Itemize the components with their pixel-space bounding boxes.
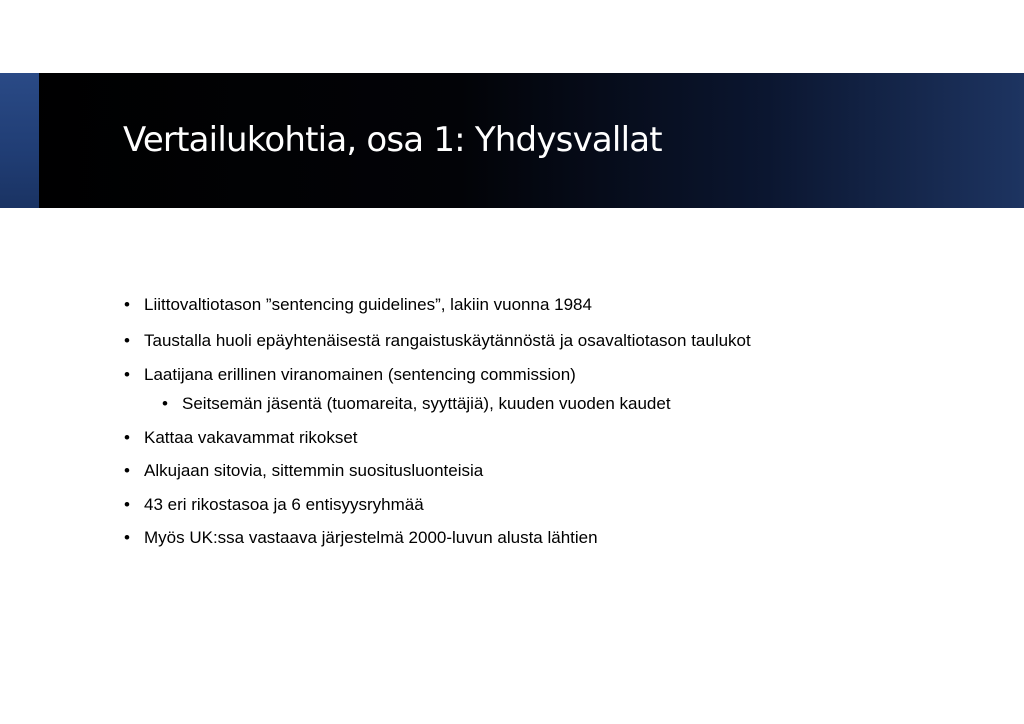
bullet-item <box>124 495 424 515</box>
bullet-marker: • <box>124 528 130 547</box>
slide-title: Vertailukohtia, osa 1: Yhdysvallat <box>123 120 662 160</box>
bullet-text: 43 eri rikostasoa ja 6 entisyysryhmää <box>144 495 424 514</box>
bullet-text: Seitsemän jäsentä (tuomareita, syyttäjiä), kuuden vuoden kaudet <box>182 394 671 413</box>
bullet-marker: • <box>162 394 168 413</box>
bullet-item <box>124 528 598 548</box>
bullet-text: Kattaa vakavammat rikokset <box>144 428 358 447</box>
bullet-marker: • <box>124 295 130 314</box>
bullet-text: Taustalla huoli epäyhtenäisestä rangaistuskäytännöstä ja osavaltiotason taulukot <box>144 331 751 350</box>
bullet-marker: • <box>124 461 130 480</box>
bullet-text: Laatijana erillinen viranomainen (sentencing commission) <box>144 365 576 384</box>
bullet-item <box>124 331 751 351</box>
sub-bullet-item <box>162 394 671 414</box>
bullet-item <box>124 295 592 315</box>
bullet-item <box>124 428 358 448</box>
bullet-item <box>124 365 576 385</box>
bullet-item <box>124 461 483 481</box>
bullet-marker: • <box>124 428 130 447</box>
bullet-marker: • <box>124 365 130 384</box>
bullet-text: Alkujaan sitovia, sittemmin suositusluonteisia <box>144 461 484 480</box>
bullet-marker: • <box>124 331 130 350</box>
bullet-text: Liittovaltiotason ”sentencing guidelines”, lakiin vuonna 1984 <box>144 295 592 314</box>
bullet-marker: • <box>124 495 130 514</box>
bullet-text: Myös UK:ssa vastaava järjestelmä 2000-luvun alusta lähtien <box>144 528 598 547</box>
